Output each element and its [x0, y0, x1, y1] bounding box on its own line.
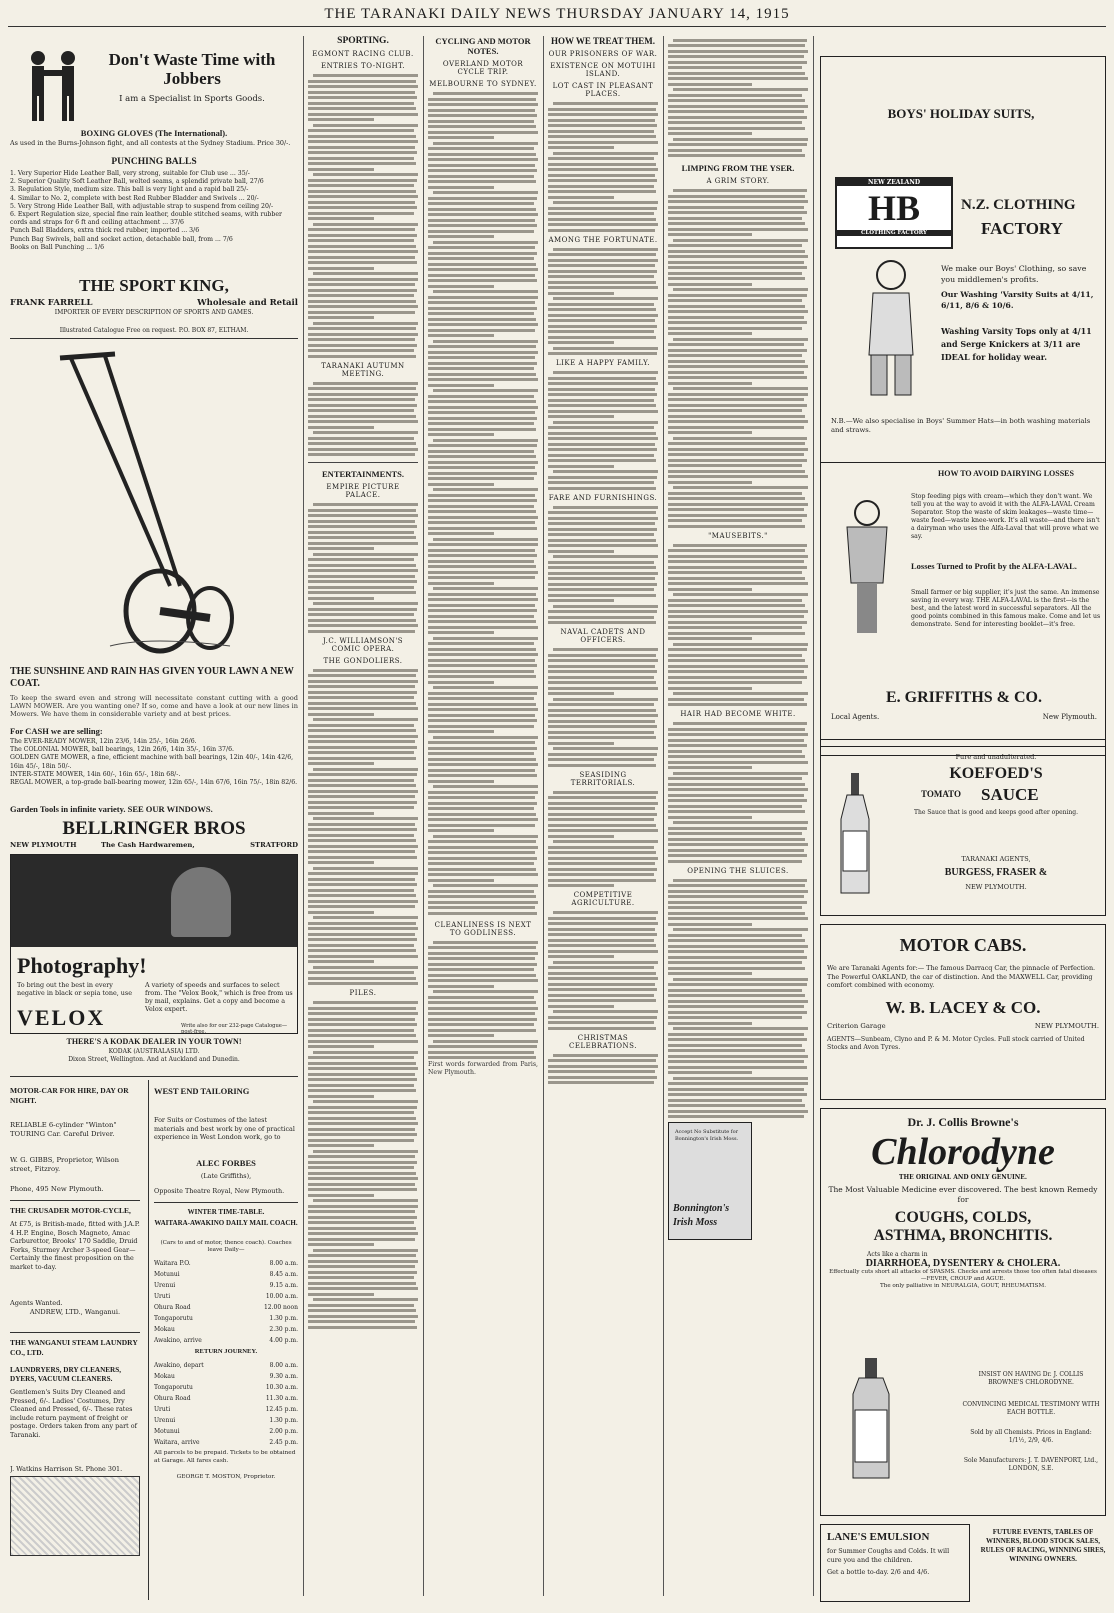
- stop-time: 10.00 a.m.: [265, 1293, 298, 1300]
- factory: FACTORY: [981, 219, 1063, 238]
- chlorodyne-bottle-icon: [841, 1354, 901, 1484]
- velox-left-text: To bring out the best in every negative in black or sepia tone, use: [17, 981, 132, 997]
- cycling-sub1: OVERLAND MOTOR CYCLE TRIP.: [442, 60, 524, 76]
- alfa-laval-ad: [820, 462, 1106, 740]
- sporting-article-text: [308, 74, 418, 358]
- velox-right-text: A variety of speeds and surfaces to select from. The "Velox Book," which is free from us by mail, explains. Get a copy and become a Velox expert.: [145, 981, 293, 1013]
- list-item: 3. Regulation Style, medium size. This ball is very light and a rapid ball 25/-: [10, 186, 249, 194]
- timetable-row: [154, 1291, 298, 1302]
- egmont-sub: ENTRIES TO-NIGHT.: [320, 62, 406, 70]
- list-item: INTER-STATE MOWER, 14in 60/-, 16in 65/-, 18in 68/-.: [10, 770, 181, 778]
- stop-time: 8.45 a.m.: [269, 1271, 298, 1278]
- lacey-garage: Criterion Garage: [827, 1021, 886, 1030]
- stop-time: 2.45 p.m.: [269, 1439, 298, 1446]
- prisoners-article-text: [548, 102, 658, 232]
- sport-king-name: THE SPORT KING,: [79, 276, 229, 295]
- chlorodyne-charm: Acts like a charm in: [867, 1251, 928, 1258]
- timetable-row: [154, 1371, 298, 1382]
- crusader-firm: ANDREW, LTD., Wanganui.: [29, 1308, 121, 1316]
- sporting-heading: SPORTING.: [337, 36, 389, 46]
- koefoed-sauce: SAUCE: [981, 785, 1039, 804]
- tailoring-body: For Suits or Costumes of the latest materials and best work by one of practical experience in West London work, go to: [154, 1116, 295, 1141]
- chlorodyne-most: The Most Valuable Medicine ever discovered. The best known Remedy for: [828, 1185, 1098, 1204]
- gloves-note: As used in the Burns-Johnson fight, and all contests at the Sydney Stadium. Price 30/-.: [10, 139, 291, 147]
- sauce-bottle-icon: [835, 769, 875, 899]
- naval-title: NAVAL CADETS AND OFFICERS.: [560, 628, 646, 644]
- stop-time: 2.30 p.m.: [269, 1326, 298, 1333]
- column-rule: [813, 36, 814, 1596]
- mower-headline: THE SUNSHINE AND RAIN HAS GIVEN YOUR LAWN A NEW COAT.: [10, 666, 294, 689]
- boxers-illustration-icon: [18, 46, 88, 126]
- cycling-article-text: [428, 92, 538, 915]
- entertainments-heading: ENTERTAINMENTS.: [322, 469, 404, 479]
- koefoed-agents: TARANAKI AGENTS,: [961, 855, 1031, 863]
- motor-cabs-title: MOTOR CABS.: [899, 935, 1027, 955]
- gondoliers-title: THE GONDOLIERS.: [323, 656, 403, 665]
- boxing-headline: Don't Waste Time with Jobbers: [108, 50, 276, 88]
- stop-name: Motunui: [154, 1271, 180, 1278]
- koefoed-brand: KOEFOED'S: [949, 765, 1043, 782]
- balls-list: [10, 170, 298, 252]
- stop-time: 8.00 a.m.: [269, 1362, 298, 1369]
- holiday-suits-headline: BOYS' HOLIDAY SUITS,: [887, 106, 1035, 121]
- motor-hire-title: MOTOR-CAR FOR HIRE, DAY OR NIGHT.: [10, 1086, 129, 1105]
- list-item: 5. Very Strong Hide Leather Ball, with adjustable strap to suspend from ceiling 20/-: [10, 202, 274, 210]
- list-item: Books on Ball Punching ... 1/6: [10, 243, 105, 251]
- laundry-title: THE WANGANUI STEAM LAUNDRY CO., LTD.: [10, 1338, 138, 1357]
- timetable-row: [154, 1269, 298, 1280]
- chlorodyne-sold: Sold by all Chemists. Prices in England: 1/1½, 2/9, 4/6.: [970, 1429, 1092, 1444]
- yser-column: [668, 36, 808, 1606]
- kodak-dealer: THERE'S A KODAK DEALER IN YOUR TOWN!: [66, 1037, 242, 1046]
- timetable-return-title: RETURN JOURNEY.: [194, 1348, 258, 1355]
- chlorodyne-ad: [820, 1108, 1106, 1516]
- stop-time: 4.00 p.m.: [269, 1337, 298, 1344]
- timetable-row: [154, 1415, 298, 1426]
- balls-title: PUNCHING BALLS: [111, 157, 197, 167]
- lacey-town: NEW PLYMOUTH.: [1034, 1021, 1099, 1030]
- sluices-text: [668, 879, 808, 1119]
- stop-time: 9.30 a.m.: [269, 1373, 298, 1380]
- moss-brand2: Irish Moss: [673, 1217, 718, 1228]
- masthead-rule: [8, 26, 1106, 27]
- timetable-row: [154, 1437, 298, 1448]
- naval-text: [548, 648, 658, 767]
- bellringer-name: BELLRINGER BROS: [62, 818, 246, 839]
- velox-brand: VELOX: [17, 1005, 106, 1030]
- mausebits-title: "MAUSEBITS.": [708, 531, 768, 540]
- stop-name: Mokau: [154, 1373, 175, 1380]
- velox-ad: [10, 854, 298, 1034]
- ad-divider: [10, 338, 298, 339]
- importer-line: IMPORTER OF EVERY DESCRIPTION OF SPORTS AND GAMES.: [54, 309, 254, 316]
- stop-name: Uruti: [154, 1406, 171, 1413]
- kodak-company: KODAK (AUSTRALASIA) LTD.: [108, 1048, 200, 1055]
- owner-role: Wholesale and Retail: [197, 298, 298, 308]
- laundry-headline: LAUNDRYERS, DRY CLEANERS, DYERS, VACUUM CLEANERS.: [10, 1366, 122, 1383]
- chlorodyne-convincing: CONVINCING MEDICAL TESTIMONY WITH EACH BOTTLE.: [962, 1401, 1100, 1416]
- garden-tools-line: Garden Tools in infinite variety. SEE OUR WINDOWS.: [10, 804, 213, 814]
- left-ad-column: [10, 36, 298, 1606]
- list-item: Punch Ball Bladders, extra thick red rubber, imported ... 3/6: [10, 227, 200, 235]
- stop-name: Mokau: [154, 1326, 175, 1333]
- white-text: [668, 722, 808, 863]
- list-item: 4. Similar to No. 2, complete with best Red Rubber Bladder and Swivels ... 20/-: [10, 194, 259, 202]
- stop-time: 2.00 p.m.: [269, 1428, 298, 1435]
- yser-text: [668, 189, 808, 528]
- piles-article-text: [308, 1001, 418, 1329]
- list-item: GOLDEN GATE MOWER, a fine, efficient machine with ball bearings, 12in 40/-, 14in 42/6, 16in 45/-, 18in 50/-.: [10, 754, 294, 770]
- column-rule: [423, 36, 424, 1596]
- mower-cash-title: For CASH we are selling:: [10, 726, 103, 736]
- timetable-return: [154, 1360, 298, 1448]
- gloves-title: BOXING GLOVES (The International).: [80, 128, 228, 138]
- moss-brand: Bonnington's: [673, 1203, 730, 1214]
- chlorodyne-insist: INSIST ON HAVING Dr. J. COLLIS BROWNE'S CHLORODYNE.: [978, 1371, 1084, 1386]
- lawn-mower-illustration-icon: [50, 346, 250, 666]
- chlorodyne-brand: Chlorodyne: [871, 1131, 1055, 1173]
- town-left: NEW PLYMOUTH: [10, 841, 77, 849]
- catalogue-line: Illustrated Catalogue Free on request. P.O. BOX 87, ELTHAM.: [59, 327, 249, 334]
- future-events: FUTURE EVENTS, TABLES OF WINNERS, BLOOD STOCK SALES, RULES OF RACING, WINNING SIRES, WINNING OWNERS.: [980, 1528, 1106, 1563]
- lacey-agents: AGENTS—Sunbeam, Clyno and P. & M. Motor Cycles. Full stock carried of United Stocks and Avon Tyres.: [827, 1035, 1085, 1051]
- irish-moss-ad: [668, 1122, 752, 1240]
- yser-heading: LIMPING FROM THE YSER.: [681, 163, 795, 173]
- lanes-body: for Summer Coughs and Colds. It will cure you and the children.: [827, 1547, 950, 1564]
- first-words-line: First words forwarded from Paris, New Plymouth.: [428, 1061, 538, 1077]
- hb-logo: [835, 177, 953, 249]
- column-rule: [543, 36, 544, 1596]
- mower-list: [10, 738, 298, 787]
- piles-title: PILES.: [349, 989, 377, 997]
- chlorodyne-original: THE ORIGINAL AND ONLY GENUINE.: [899, 1174, 1027, 1181]
- stop-name: Tongaporutu: [154, 1384, 193, 1391]
- lacey-name: W. B. LACEY & CO.: [885, 997, 1041, 1017]
- motor-hire-phone: Phone, 495 New Plymouth.: [10, 1185, 104, 1193]
- timetable-footer: All parcels to be prepaid. Tickets to be obtained at Garage. All fares cash.: [154, 1450, 296, 1464]
- hb-logo-letters: HB: [867, 188, 920, 228]
- seaside-title: SEASIDING TERRITORIALS.: [570, 770, 636, 787]
- egmont-title: EGMONT RACING CLUB.: [312, 50, 414, 58]
- stop-time: 10.30 a.m.: [265, 1384, 298, 1391]
- sluices-title: OPENING THE SLUICES.: [687, 866, 789, 875]
- crusader-body: At £75, is British-made, fitted with J.A.P. 4 H.P. Engine, Bosch Magneto, Amac Carburettor, Brooks' 170 Saddle, Druid Forks, Sturmey Archer 3-speed Gear—Certainly the finest proposition on the market to-day.: [10, 1220, 140, 1271]
- competitive-title: COMPETITIVE AGRICULTURE.: [571, 891, 635, 907]
- griffiths-agents: Local Agents.: [831, 713, 880, 721]
- tailoring-title: WEST END TAILORING: [154, 1086, 250, 1096]
- stop-name: Waitara P.O.: [154, 1260, 191, 1267]
- empire-title: EMPIRE PICTURE PALACE.: [326, 483, 400, 499]
- right-ad-column: [820, 36, 1106, 1606]
- tailoring-name: ALEC FORBES: [196, 1158, 256, 1168]
- list-item: 2. Superior Quality Soft Leather Ball, welted seams, a splendid private ball, 27/6: [10, 178, 264, 186]
- williamson-title: J.C. WILLIAMSON'S COMIC OPERA.: [322, 636, 404, 653]
- timetable-proprietor: GEORGE T. MOSTON, Proprietor.: [176, 1474, 276, 1480]
- koefoed-firm: BURGESS, FRASER &: [944, 867, 1048, 878]
- cleanliness-title: CLEANLINESS IS NEXT TO GODLINESS.: [434, 920, 532, 937]
- motor-cabs-ad: [820, 924, 1106, 1100]
- list-item: Punch Bag Swivels, ball and socket action, detachable ball, from ... 7/6: [10, 235, 233, 243]
- yser-carryover-text: [668, 39, 808, 158]
- lanes-price: Get a bottle to-day. 2/6 and 4/6.: [827, 1568, 930, 1576]
- seaside-text: [548, 791, 658, 888]
- stop-name: Ohura Road: [154, 1304, 191, 1311]
- dairy-losses: Losses Turned to Profit by the ALFA-LAVAL.: [911, 561, 1077, 571]
- laundry-agent: J. Watkins Harrison St. Phone 301.: [10, 1465, 123, 1473]
- timetable-row: [154, 1393, 298, 1404]
- tailoring-address: Opposite Theatre Royal, New Plymouth.: [154, 1187, 285, 1195]
- autumn-title: TARANAKI AUTUMN MEETING.: [321, 361, 405, 378]
- chlorodyne-mfr: Sole Manufacturers: J. T. DAVENPORT, Ltd., LONDON, S.E.: [963, 1457, 1099, 1472]
- cleanliness-article-text: [428, 941, 538, 1060]
- timetable-row: [154, 1382, 298, 1393]
- separator-illustration-icon: [827, 493, 907, 643]
- sport-king-ad: [10, 36, 298, 316]
- list-item: The COLONIAL MOWER, ball bearings, 12in 26/6, 14in 35/-, 16in 37/6.: [10, 746, 234, 754]
- timetable-row: [154, 1258, 298, 1269]
- moss-accept: Accept No Substitute for Bonnington's Irish Moss.: [675, 1129, 739, 1142]
- prisoners-heading: HOW WE TREAT THEM.: [550, 36, 656, 46]
- town-right: STRATFORD: [250, 841, 298, 849]
- gondoliers-article-text: [308, 669, 418, 986]
- cycling-sub2: MELBOURNE TO SYDNEY.: [429, 80, 537, 88]
- motor-hire-owner: W. G. GIBBS, Proprietor, Wilson street, Fitzroy.: [10, 1156, 119, 1173]
- yser-sub: A GRIM STORY.: [706, 177, 770, 185]
- koefoed-ad: [820, 746, 1106, 916]
- timetable-row: [154, 1313, 298, 1324]
- masthead: THE TARANAKI DAILY NEWS THURSDAY JANUARY 14, 1915: [324, 6, 790, 22]
- hb-logo-top: NEW ZEALAND: [837, 179, 951, 186]
- dairy-small: Small farmer or big supplier, it's just the same. An immense saving in every way. THE ALFA-LAVAL is the first—is the best, and the latest word in successful separators. All the good points combined in this famous make. Come and let us demonstrate. Send for interesting booklet—it's free.: [911, 589, 1101, 628]
- list-item: 6. Expert Regulation size, special fine rain leather, double stitched seams, with rubber cords and straps for 6 ft and ceiling attachment ... 37/6: [10, 211, 282, 227]
- stop-time: 8.00 a.m.: [269, 1260, 298, 1267]
- stop-time: 9.15 a.m.: [269, 1282, 298, 1289]
- mower-body: To keep the sward even and strong will necessitate constant cutting with a good LAWN MOWER. Are you wanting one? If so, come and have a look at our new lines in Mowers. We have them in considerable variety and at best prices.: [10, 694, 298, 718]
- list-item: 1. Very Superior Hide Leather Ball, very strong, suitable for Club use ... 35/-: [10, 170, 250, 177]
- lacey-line: [827, 1022, 1099, 1030]
- family-title: LIKE A HAPPY FAMILY.: [555, 359, 651, 367]
- prisoners-sub1: OUR PRISONERS OF WAR.: [548, 50, 658, 58]
- column-rule: [303, 36, 304, 1596]
- prisoners-sub3: LOT CAST IN PLEASANT PLACES.: [552, 82, 654, 98]
- prisoners-sub2: EXISTENCE ON MOTUIHI ISLAND.: [550, 62, 656, 78]
- timetable-title: WINTER TIME-TABLE.: [187, 1208, 265, 1216]
- nz-clothing: N.Z. CLOTHING: [961, 197, 1076, 213]
- timetable-row: [154, 1404, 298, 1415]
- crusader-agents: Agents Wanted.: [10, 1299, 63, 1307]
- sporting-column: [308, 36, 418, 1606]
- stop-time: 11.30 a.m.: [265, 1395, 298, 1402]
- stop-name: Ohura Road: [154, 1395, 191, 1402]
- timetable-row: [154, 1360, 298, 1371]
- stop-name: Waitara, arrive: [154, 1439, 200, 1446]
- dairy-title: HOW TO AVOID DAIRYING LOSSES: [938, 469, 1074, 478]
- autumn-article-text: [308, 382, 418, 457]
- chlorodyne-diarrhoea: DIARRHOEA, DYSENTERY & CHOLERA.: [865, 1258, 1061, 1269]
- ad-divider: [10, 1076, 298, 1077]
- griffiths-town: New Plymouth.: [1042, 713, 1097, 721]
- empire-article-text: [308, 503, 418, 633]
- timetable-row: [154, 1426, 298, 1437]
- timetable-outbound: [154, 1258, 298, 1346]
- mausebits-text: [668, 544, 808, 707]
- list-item: The EVER-READY MOWER, 12in 23/6, 14in 25/-, 16in 26/6.: [10, 738, 197, 745]
- cycling-heading: CYCLING AND MOTOR NOTES.: [435, 36, 531, 56]
- sport-king-owner: [10, 298, 298, 308]
- white-title: HAIR HAD BECOME WHITE.: [680, 710, 796, 718]
- laundry-body: Gentlemen's Suits Dry Cleaned and Pressed, 6/-. Ladies' Costumes, Dry Cleaned and Pressed, 6/-. These rates include return payment of freight or postage. Orders taken from any part of Taranaki.: [10, 1388, 137, 1439]
- kodak-address: Dixon Street, Wellington. And at Auckland and Dunedin.: [68, 1056, 240, 1063]
- stop-name: Uruti: [154, 1293, 171, 1300]
- hb-body: We make our Boys' Clothing, so save you middlemen's profits.: [941, 264, 1087, 284]
- crusader-title: THE CRUSADER MOTOR-CYCLE,: [10, 1206, 131, 1215]
- stop-time: 12.00 noon: [263, 1304, 298, 1311]
- christmas-text: [548, 1054, 658, 1085]
- timetable-row: [154, 1280, 298, 1291]
- bellringer-address: [10, 841, 298, 849]
- chlorodyne-maker: Dr. J. Collis Browne's: [907, 1115, 1019, 1129]
- stop-name: Awakino, depart: [154, 1362, 204, 1369]
- stop-name: Urenui: [154, 1282, 176, 1289]
- stop-name: Motunui: [154, 1428, 180, 1435]
- stop-time: 1.30 p.m.: [269, 1417, 298, 1424]
- koefoed-tag: The Sauce that is good and keeps good after opening.: [913, 809, 1079, 816]
- boxing-tagline: I am a Specialist in Sports Goods.: [119, 94, 265, 104]
- lanes-brand: LANE'S EMULSION: [827, 1531, 930, 1543]
- koefoed-tomato: TOMATO: [921, 789, 962, 799]
- fare-text: [548, 506, 658, 625]
- chlorodyne-asthma: ASTHMA, BRONCHITIS.: [873, 1227, 1053, 1244]
- koefoed-town: NEW PLYMOUTH.: [965, 883, 1027, 891]
- chlorodyne-effectual: Effectually cuts short all attacks of SPASMS. Checks and arrests those too often fatal diseases—FEVER, CROUP and AGUE.: [829, 1269, 1097, 1282]
- hb-tops: Washing Varsity Tops only at 4/11 and Serge Knickers at 3/11 are IDEAL for holiday wear.: [941, 326, 1092, 362]
- lanes-emulsion-ad: [820, 1524, 970, 1602]
- stop-name: Tongaporutu: [154, 1315, 193, 1322]
- stop-time: 12.45 p.m.: [265, 1406, 298, 1413]
- prisoners-column: [548, 36, 658, 1606]
- fortunate-text: [548, 248, 658, 356]
- timetable-row: [154, 1324, 298, 1335]
- griffiths-line: [831, 713, 1097, 721]
- velox-catalogue: Write also for our 232-page Catalogue—post-free.: [181, 1023, 288, 1034]
- owner-name: FRANK FARRELL: [10, 298, 93, 308]
- stop-name: Awakino, arrive: [154, 1337, 202, 1344]
- competitive-text: [548, 911, 658, 1030]
- family-text: [548, 371, 658, 490]
- chlorodyne-only: The only palliative in NEURALGIA, GOUT, RHEUMATISM.: [880, 1283, 1046, 1289]
- stop-name: Urenui: [154, 1417, 176, 1424]
- hb-prices: Our Washing 'Varsity Suits at 4/11, 6/11, 8/6 & 10/6.: [941, 290, 1094, 310]
- chlorodyne-coughs: COUGHS, COLDS,: [894, 1209, 1032, 1226]
- velox-headline: Photography!: [17, 953, 147, 978]
- laundry-illustration: [10, 1476, 140, 1556]
- role: The Cash Hardwaremen,: [100, 841, 195, 849]
- motor-cabs-body: We are Taranaki Agents for:— The famous Darracq Car, the pinnacle of Perfection. The Powerful OAKLAND, the car of distinction. And the MAXWELL Car, providing comfort combined with economy.: [827, 964, 1096, 989]
- list-item: REGAL MOWER, a top-grade ball-bearing mower, 12in 65/-, 14in 67/6, 16in 75/-, 18in 82/6.: [10, 779, 298, 787]
- christmas-title: CHRISTMAS CELEBRATIONS.: [569, 1033, 637, 1050]
- hb-nb: N.B.—We also specialise in Boys' Summer Hats—in both washing materials and straws.: [831, 417, 1091, 434]
- fortunate-title: AMONG THE FORTUNATE.: [548, 235, 658, 244]
- velox-photo: [11, 855, 298, 947]
- boy-illustration-icon: [851, 255, 931, 415]
- timetable-service: WAITARA-AWAKINO DAILY MAIL COACH.: [154, 1219, 298, 1227]
- tailoring-note: (Late Griffiths),: [200, 1172, 252, 1180]
- column-rule: [663, 36, 664, 1596]
- koefoed-pure: Pure and unadulterated.: [955, 753, 1037, 761]
- hb-logo-bottom: CLOTHING FACTORY: [837, 230, 951, 236]
- griffiths-name: E. GRIFFITHS & CO.: [885, 689, 1042, 706]
- dairy-body: Stop feeding pigs with cream—which they don't want. We tell you at the way to avoid it with the ALFA-LAVAL Cream Separator. Stop the waste of skim leakages—waste time—waste feed—waste knee-work. It's all waste—and there isn't a dairyman who uses the Alfa-Laval that will prove what we say.: [911, 493, 1100, 540]
- cycling-column: [428, 36, 538, 1606]
- stop-time: 1.30 p.m.: [269, 1315, 298, 1322]
- fare-title: FARE AND FURNISHINGS.: [548, 493, 658, 502]
- timetable-row: [154, 1335, 298, 1346]
- timetable-note: (Cars to and of motor, thence coach). Coaches leave Daily—: [160, 1240, 292, 1253]
- motor-hire-body: RELIABLE 6-cylinder "Winton" TOURING Car. Careful Driver.: [10, 1121, 117, 1138]
- timetable-row: [154, 1302, 298, 1313]
